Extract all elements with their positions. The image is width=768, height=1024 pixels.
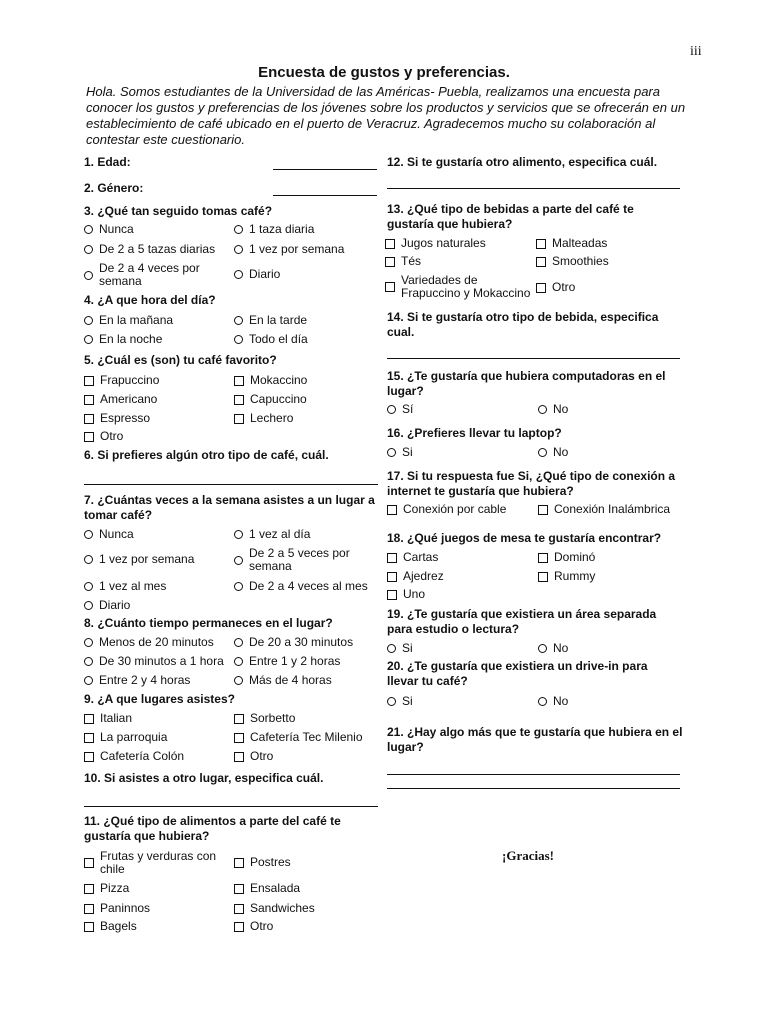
q19-option[interactable]: No [538,642,568,655]
q3-option[interactable]: 1 vez por semana [234,243,344,256]
q8-option[interactable]: Menos de 20 minutos [84,636,214,649]
q8-option[interactable]: De 20 a 30 minutos [234,636,353,649]
q18-option[interactable]: Uno [387,588,425,601]
question-4: 4. ¿A que hora del día? [84,293,216,307]
checkbox-icon[interactable] [385,239,395,249]
question-12: 12. Si te gustaría otro alimento, especifica cuál. [387,155,658,169]
checkbox-icon[interactable] [234,376,244,386]
q11-option[interactable]: Ensalada [234,882,300,895]
q3-option[interactable]: De 2 a 5 tazas diarias [84,243,215,256]
question-14: 14. Si te gustaría otro tipo de bebida, especifica cual. [387,310,659,339]
question-11: 11. ¿Qué tipo de alimentos a parte del café te gustaría que hubiera? [84,814,341,843]
radio-icon[interactable] [387,405,396,414]
q13-option[interactable]: Smoothies [536,255,609,268]
question-5: 5. ¿Cuál es (son) tu café favorito? [84,353,277,367]
q5-option[interactable]: Americano [84,393,157,406]
radio-icon[interactable] [84,657,93,666]
q19-option[interactable]: Si [387,642,413,655]
q9-option[interactable]: Italian [84,712,132,725]
question-17: 17. Si tu respuesta fue Si, ¿Qué tipo de conexión a internet te gustaría que hubiera? [387,469,676,498]
radio-icon[interactable] [84,582,93,591]
radio-icon[interactable] [387,697,396,706]
checkbox-icon[interactable] [84,733,94,743]
question-19: 19. ¿Te gustaría que existiera un área separada para estudio o lectura? [387,607,657,636]
radio-icon[interactable] [84,271,93,280]
checkbox-icon[interactable] [538,553,548,563]
q9-option[interactable]: Cafetería Colón [84,750,184,763]
intro-paragraph: Hola. Somos estudiantes de la Universidad de las Américas- Puebla, realizamos una encuesta para conocer los gustos y preferencias de los jóvenes sobre los productos y servicios que se ofrecerán en un establecimiento de café ubicado en el puerto de Veracruz. Agradecemos mucho su colaboración al contestar este cuestionario. [86,84,686,147]
radio-icon[interactable] [84,638,93,647]
checkbox-icon[interactable] [84,922,94,932]
question-8: 8. ¿Cuánto tiempo permaneces en el lugar? [84,616,333,630]
question-10: 10. Si asistes a otro lugar, especifica cuál. [84,771,324,785]
q11-option[interactable]: Bagels [84,920,137,933]
q18-option[interactable]: Cartas [387,551,438,564]
radio-icon[interactable] [234,530,243,539]
checkbox-icon[interactable] [84,414,94,424]
radio-icon[interactable] [84,225,93,234]
q9-option[interactable]: Cafetería Tec Milenio [234,731,363,744]
q16-option[interactable]: No [538,446,568,459]
question-7: 7. ¿Cuántas veces a la semana asistes a un lugar a tomar café? [84,493,375,522]
radio-icon[interactable] [84,316,93,325]
q7-option[interactable]: Diario [84,599,130,612]
q7-option[interactable]: Nunca [84,528,134,541]
question-9: 9. ¿A que lugares asistes? [84,692,235,706]
question-3: 3. ¿Qué tan seguido tomas café? [84,204,273,218]
q13-option[interactable]: Malteadas [536,237,607,250]
q20-option[interactable]: No [538,695,568,708]
radio-icon[interactable] [538,644,547,653]
question-2: 2. Género: [84,181,144,195]
checkbox-icon[interactable] [234,733,244,743]
q8-option[interactable]: Más de 4 horas [234,674,332,687]
checkbox-icon[interactable] [385,282,395,292]
checkbox-icon[interactable] [84,395,94,405]
q5-option[interactable]: Frapuccino [84,374,159,387]
q8-option[interactable]: Entre 2 y 4 horas [84,674,190,687]
q4-option[interactable]: En la tarde [234,314,307,327]
radio-icon[interactable] [234,556,243,565]
q18-option[interactable]: Dominó [538,551,595,564]
radio-icon[interactable] [234,335,243,344]
radio-icon[interactable] [538,405,547,414]
checkbox-icon[interactable] [536,239,546,249]
checkbox-icon[interactable] [385,257,395,267]
radio-icon[interactable] [84,245,93,254]
q16-option[interactable]: Si [387,446,413,459]
radio-icon[interactable] [84,530,93,539]
radio-icon[interactable] [234,638,243,647]
checkbox-icon[interactable] [84,432,94,442]
question-13: 13. ¿Qué tipo de bebidas a parte del café te gustaría que hubiera? [387,202,634,231]
checkbox-icon[interactable] [234,752,244,762]
question-21: 21. ¿Hay algo más que te gustaría que hubiera en el lugar? [387,725,683,754]
q11-option[interactable]: Pizza [84,882,129,895]
q3-option[interactable]: De 2 a 4 veces por semana [84,262,224,288]
q5-option[interactable]: Lechero [234,412,293,425]
q9-option[interactable]: Otro [234,750,273,763]
radio-icon[interactable] [84,601,93,610]
radio-icon[interactable] [387,644,396,653]
q7-option[interactable]: 1 vez por semana [84,553,194,566]
question-15: 15. ¿Te gustaría que hubiera computadoras en el lugar? [387,369,666,398]
checkbox-icon[interactable] [234,922,244,932]
q3-option[interactable]: Diario [234,268,280,281]
q21-answer-line-2[interactable] [387,788,680,789]
checkbox-icon[interactable] [84,376,94,386]
checkbox-icon[interactable] [84,714,94,724]
q13-option[interactable]: Tés [385,255,421,268]
q15-option[interactable]: Sí [387,403,413,416]
question-20: 20. ¿Te gustaría que existiera un drive-in para llevar tu café? [387,659,648,688]
checkbox-icon[interactable] [387,553,397,563]
radio-icon[interactable] [234,676,243,685]
radio-icon[interactable] [387,448,396,457]
checkbox-icon[interactable] [234,904,244,914]
q11-option[interactable]: Paninnos [84,902,150,915]
radio-icon[interactable] [234,270,243,279]
radio-icon[interactable] [84,676,93,685]
q18-option[interactable]: Ajedrez [387,570,444,583]
question-16: 16. ¿Prefieres llevar tu laptop? [387,426,562,440]
q13-option[interactable]: Variedades de Frapuccino y Mokaccino [385,274,533,300]
q13-option[interactable]: Jugos naturales [385,237,486,250]
thanks-text: ¡Gracias! [502,848,554,863]
q11-option[interactable]: Otro [234,920,273,933]
q11-option[interactable]: Sandwiches [234,902,315,915]
q17-option[interactable]: Conexión Inalámbrica [538,503,670,516]
checkbox-icon[interactable] [84,858,94,868]
checkbox-icon[interactable] [84,752,94,762]
q14-answer-line[interactable] [387,358,680,359]
q5-option[interactable]: Otro [84,430,123,443]
survey-title: Encuesta de gustos y preferencias. [258,64,510,81]
q8-option[interactable]: De 30 minutos a 1 hora [84,655,224,668]
radio-icon[interactable] [234,657,243,666]
q4-option[interactable]: En la mañana [84,314,173,327]
q5-option[interactable]: Espresso [84,412,150,425]
q4-option[interactable]: Todo el día [234,333,308,346]
question-18: 18. ¿Qué juegos de mesa te gustaría encontrar? [387,531,662,545]
q10-answer-line[interactable] [84,806,378,807]
radio-icon[interactable] [538,448,547,457]
question-1: 1. Edad: [84,155,131,169]
checkbox-icon[interactable] [234,714,244,724]
q9-option[interactable]: Sorbetto [234,712,295,725]
checkbox-icon[interactable] [387,590,397,600]
q9-option[interactable]: La parroquia [84,731,167,744]
checkbox-icon[interactable] [387,505,397,515]
q12-answer-line[interactable] [387,188,680,189]
q18-option[interactable]: Rummy [538,570,595,583]
q20-option[interactable]: Si [387,695,413,708]
q7-option[interactable]: De 2 a 5 veces por semana [234,547,374,573]
q7-option[interactable]: De 2 a 4 veces al mes [234,580,368,593]
radio-icon[interactable] [84,335,93,344]
radio-icon[interactable] [234,582,243,591]
checkbox-icon[interactable] [234,395,244,405]
checkbox-icon[interactable] [536,257,546,267]
q13-option[interactable]: Otro [536,281,575,294]
q6-answer-line[interactable] [84,484,378,485]
q17-option[interactable]: Conexión por cable [387,503,506,516]
radio-icon[interactable] [234,316,243,325]
page-number: iii [690,44,702,59]
q8-option[interactable]: Entre 1 y 2 horas [234,655,340,668]
q5-option[interactable]: Mokaccino [234,374,307,387]
checkbox-icon[interactable] [84,884,94,894]
checkbox-icon[interactable] [536,283,546,293]
gender-answer-line[interactable] [273,195,377,196]
q3-option[interactable]: 1 taza diaria [234,223,314,236]
q4-option[interactable]: En la noche [84,333,162,346]
q15-option[interactable]: No [538,403,568,416]
radio-icon[interactable] [84,555,93,564]
q3-option[interactable]: Nunca [84,223,134,236]
checkbox-icon[interactable] [234,414,244,424]
radio-icon[interactable] [538,697,547,706]
q7-option[interactable]: 1 vez al mes [84,580,166,593]
checkbox-icon[interactable] [538,505,548,515]
age-answer-line[interactable] [273,169,377,170]
question-6: 6. Si prefieres algún otro tipo de café, cuál. [84,448,329,462]
checkbox-icon[interactable] [234,884,244,894]
radio-icon[interactable] [234,245,243,254]
checkbox-icon[interactable] [234,858,244,868]
q11-option[interactable]: Postres [234,856,291,869]
q5-option[interactable]: Capuccino [234,393,307,406]
checkbox-icon[interactable] [387,572,397,582]
checkbox-icon[interactable] [538,572,548,582]
q11-option[interactable]: Frutas y verduras con chile [84,850,224,876]
radio-icon[interactable] [234,225,243,234]
q7-option[interactable]: 1 vez al día [234,528,310,541]
q21-answer-line-1[interactable] [387,774,680,775]
checkbox-icon[interactable] [84,904,94,914]
